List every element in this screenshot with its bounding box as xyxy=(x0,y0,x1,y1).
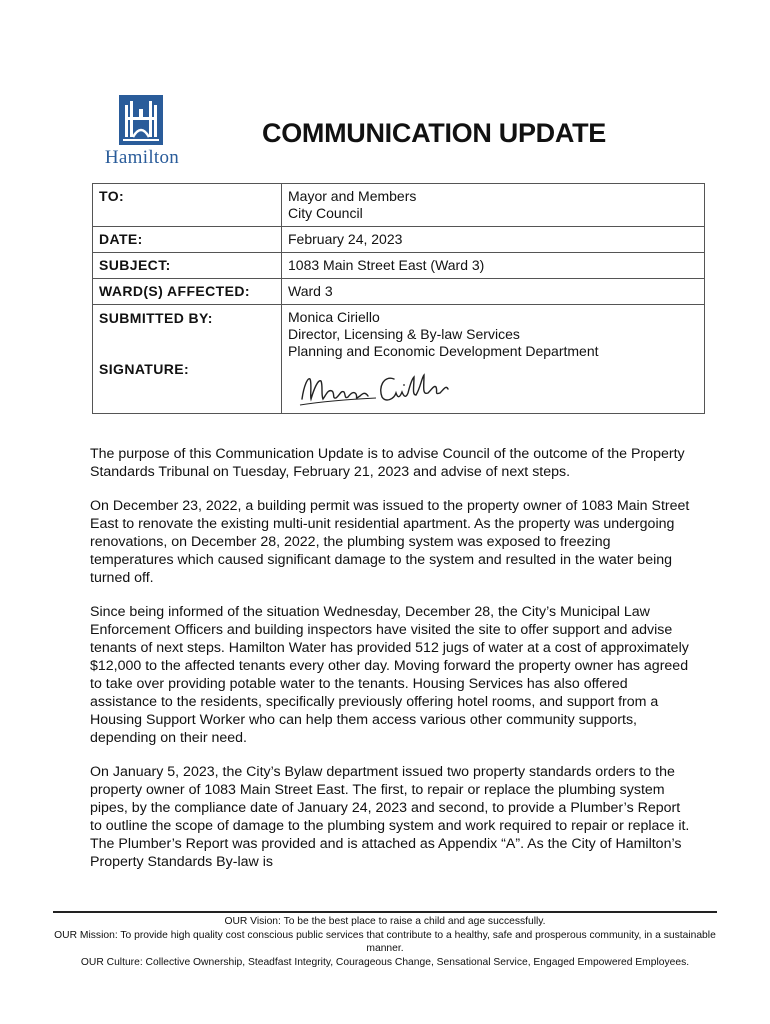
body-paragraph: The purpose of this Communication Update is to advise Council of the outcome of the Property Standards Tribunal on Tuesday, February 21, 2023 and advise of next steps. xyxy=(90,446,685,480)
body-paragraph: On January 5, 2023, the City’s Bylaw department issued two property standards orders to the property owner of 1083 Main Street East. The first, to repair or replace the plumbing system pipes, by the compliance date of January 24, 2023 and second, to provide a Plumber’s Report to outline the scope of damage to the plumbing system and work required to repair or replace it. The Plumber’s Report was provided and is attached as Appendix “A”. As the City of Hamilton’s Property Standards By-law is xyxy=(90,764,690,870)
row-date xyxy=(93,227,705,253)
to-line: City Council xyxy=(288,205,363,221)
subject-label: SUBJECT: xyxy=(93,253,282,279)
submitted-line: Monica Ciriello xyxy=(288,309,380,325)
city-hall-logo-icon xyxy=(119,95,163,145)
body-paragraph: On December 23, 2022, a building permit was issued to the property owner of 1083 Main Street East to renovate the existing multi-unit residential apartment. As the property was undergoing renovations, on December 28, 2022, the plumbing system was exposed to freezing temperatures which caused significant damage to the system and resulted in the water being turned off. xyxy=(90,498,690,586)
row-subject xyxy=(93,253,705,279)
wards-value: Ward 3 xyxy=(282,279,705,305)
handwritten-signature xyxy=(296,365,466,409)
submitted-by xyxy=(288,309,599,360)
footer-vision: OUR Vision: To be the best place to raise a child and age successfully. xyxy=(224,916,546,927)
to-value xyxy=(282,184,705,227)
submitted-value-cell xyxy=(282,305,705,414)
submitted-label: SUBMITTED BY: xyxy=(99,310,213,326)
to-line: Mayor and Members xyxy=(288,188,417,204)
page-title: COMMUNICATION UPDATE xyxy=(262,118,606,148)
row-to xyxy=(93,184,705,227)
logo-wordmark: Hamilton xyxy=(104,147,180,168)
body-paragraph: Since being informed of the situation Wednesday, December 28, the City’s Municipal Law Enforcement Officers and building inspectors have visited the site to offer support and advise tenants of next steps. Hamilton Water has provided 512 jugs of water at a cost of approximately $12,000 to the affected tenants every other day. Moving forward the property owner has agreed to take over providing potable water to the tenants. Housing Services has also offered assistance to the residents, specifically previously offering hotel rooms, and support from a Housing Support Worker who can help them access various other community supports, depending on their need. xyxy=(90,604,689,746)
footer xyxy=(53,915,717,969)
submitted-line: Planning and Economic Development Department xyxy=(288,343,599,359)
to-label: TO: xyxy=(93,184,282,227)
footer-culture: OUR Culture: Collective Ownership, Steadfast Integrity, Courageous Change, Sensational Service, Engaged Empowered Employees. xyxy=(80,956,690,968)
hamilton-logo xyxy=(95,95,189,171)
wards-label: WARD(S) AFFECTED: xyxy=(93,279,282,305)
submitted-line: Director, Licensing & By-law Services xyxy=(288,326,520,342)
footer-mission: OUR Mission: To provide high quality cost conscious public services that contribute to a healthy, safe and prosperous community, in a sustainable manner. xyxy=(54,929,716,954)
row-submitted xyxy=(93,305,705,414)
row-wards xyxy=(93,279,705,305)
submitted-label-cell xyxy=(93,305,282,414)
info-table xyxy=(92,183,705,414)
subject-value: 1083 Main Street East (Ward 3) xyxy=(282,253,705,279)
date-label: DATE: xyxy=(93,227,282,253)
date-value: February 24, 2023 xyxy=(282,227,705,253)
footer-divider xyxy=(53,911,717,913)
body-text xyxy=(90,445,690,887)
signature-label: SIGNATURE: xyxy=(99,361,190,377)
